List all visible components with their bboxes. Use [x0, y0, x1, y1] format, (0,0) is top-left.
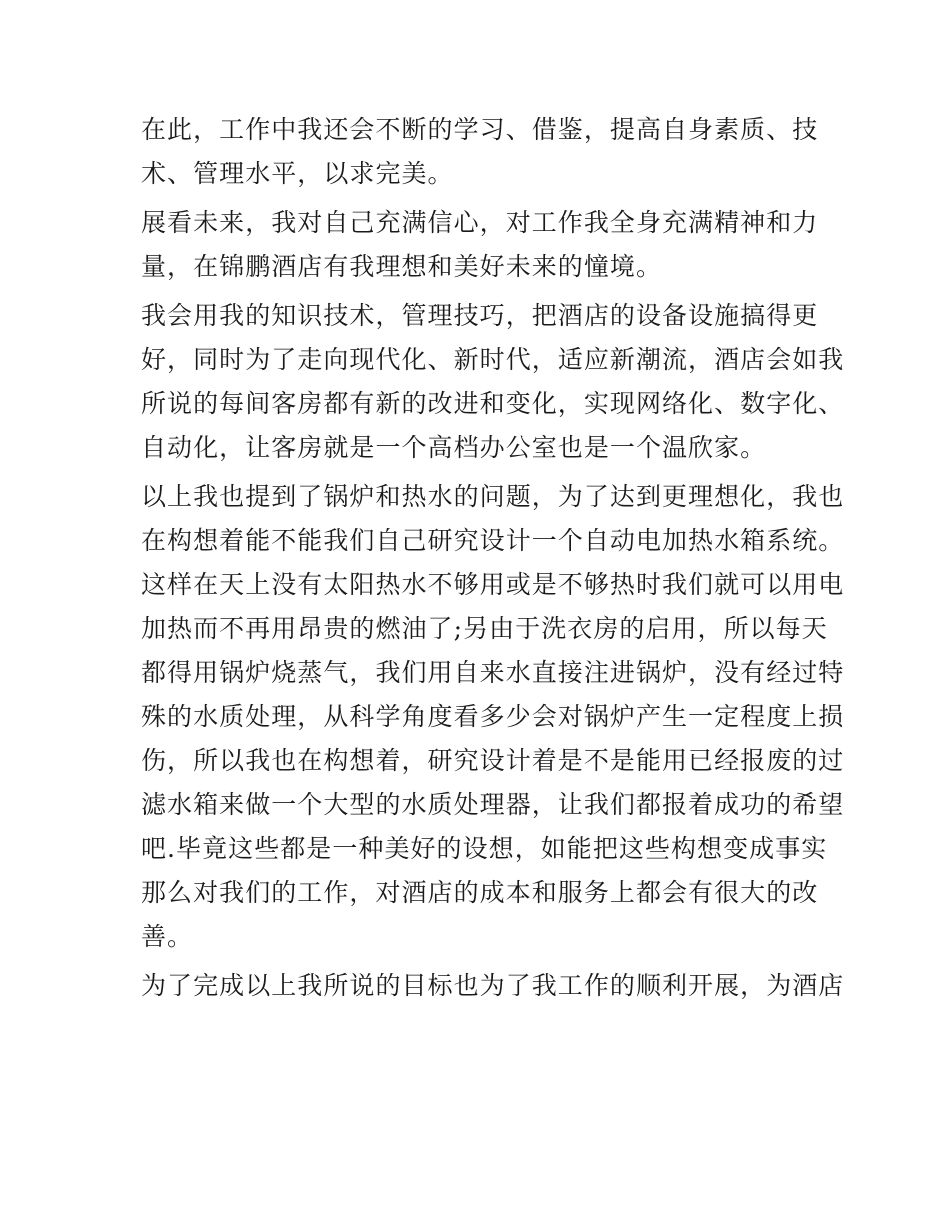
text-line: 在此，工作中我还会不断的学习、借鉴，提高自身素质、技 — [141, 115, 819, 144]
text-line: 术、管理水平，以求完美。 — [141, 159, 454, 188]
text-line: 在构想着能不能我们自己研究设计一个自动电加热水箱系统。 — [141, 526, 845, 555]
text-line: 这样在天上没有太阳热水不够用或是不够热时我们就可以用电 — [141, 570, 845, 599]
text-line: 量，在锦鹏酒店有我理想和美好未来的憧境。 — [141, 252, 663, 281]
text-line: 所说的每间客房都有新的改进和变化，实现网络化、数字化、 — [141, 389, 845, 418]
text-line: 吧.毕竟这些都是一种美好的设想，如能把这些构想变成事实 — [141, 834, 828, 863]
text-line: 殊的水质处理，从科学角度看多少会对锅炉产生一定程度上损 — [141, 702, 845, 731]
text-line: 都得用锅炉烧蒸气，我们用自来水直接注进锅炉，没有经过特 — [141, 658, 845, 687]
text-line: 伤，所以我也在构想着，研究设计着是不是能用已经报废的过 — [141, 746, 845, 775]
paragraph — [141, 294, 845, 470]
text-line: 滤水箱来做一个大型的水质处理器，让我们都报着成功的希望 — [141, 790, 845, 819]
paragraph — [141, 108, 831, 196]
text-line: 自动化，让客房就是一个高档办公室也是一个温欣家。 — [141, 433, 767, 462]
document-body — [141, 108, 845, 1008]
text-line: 加热而不再用昂贵的燃油了;另由于洗衣房的启用，所以每天 — [141, 614, 828, 643]
paragraph — [141, 475, 845, 959]
paragraph — [141, 964, 845, 1008]
paragraph — [141, 201, 831, 289]
text-line: 我会用我的知识技术，管理技巧，把酒店的设备设施搞得更 — [141, 301, 819, 330]
text-line: 好，同时为了走向现代化、新时代，适应新潮流，酒店会如我 — [141, 345, 845, 374]
text-line: 善。 — [141, 922, 194, 951]
text-line: 为了完成以上我所说的目标也为了我工作的顺利开展，为酒店 — [141, 971, 845, 1000]
text-line: 那么对我们的工作，对酒店的成本和服务上都会有很大的改 — [141, 878, 819, 907]
text-line: 展看未来，我对自己充满信心，对工作我全身充满精神和力 — [141, 208, 819, 237]
text-line: 以上我也提到了锅炉和热水的问题，为了达到更理想化，我也 — [141, 482, 845, 511]
